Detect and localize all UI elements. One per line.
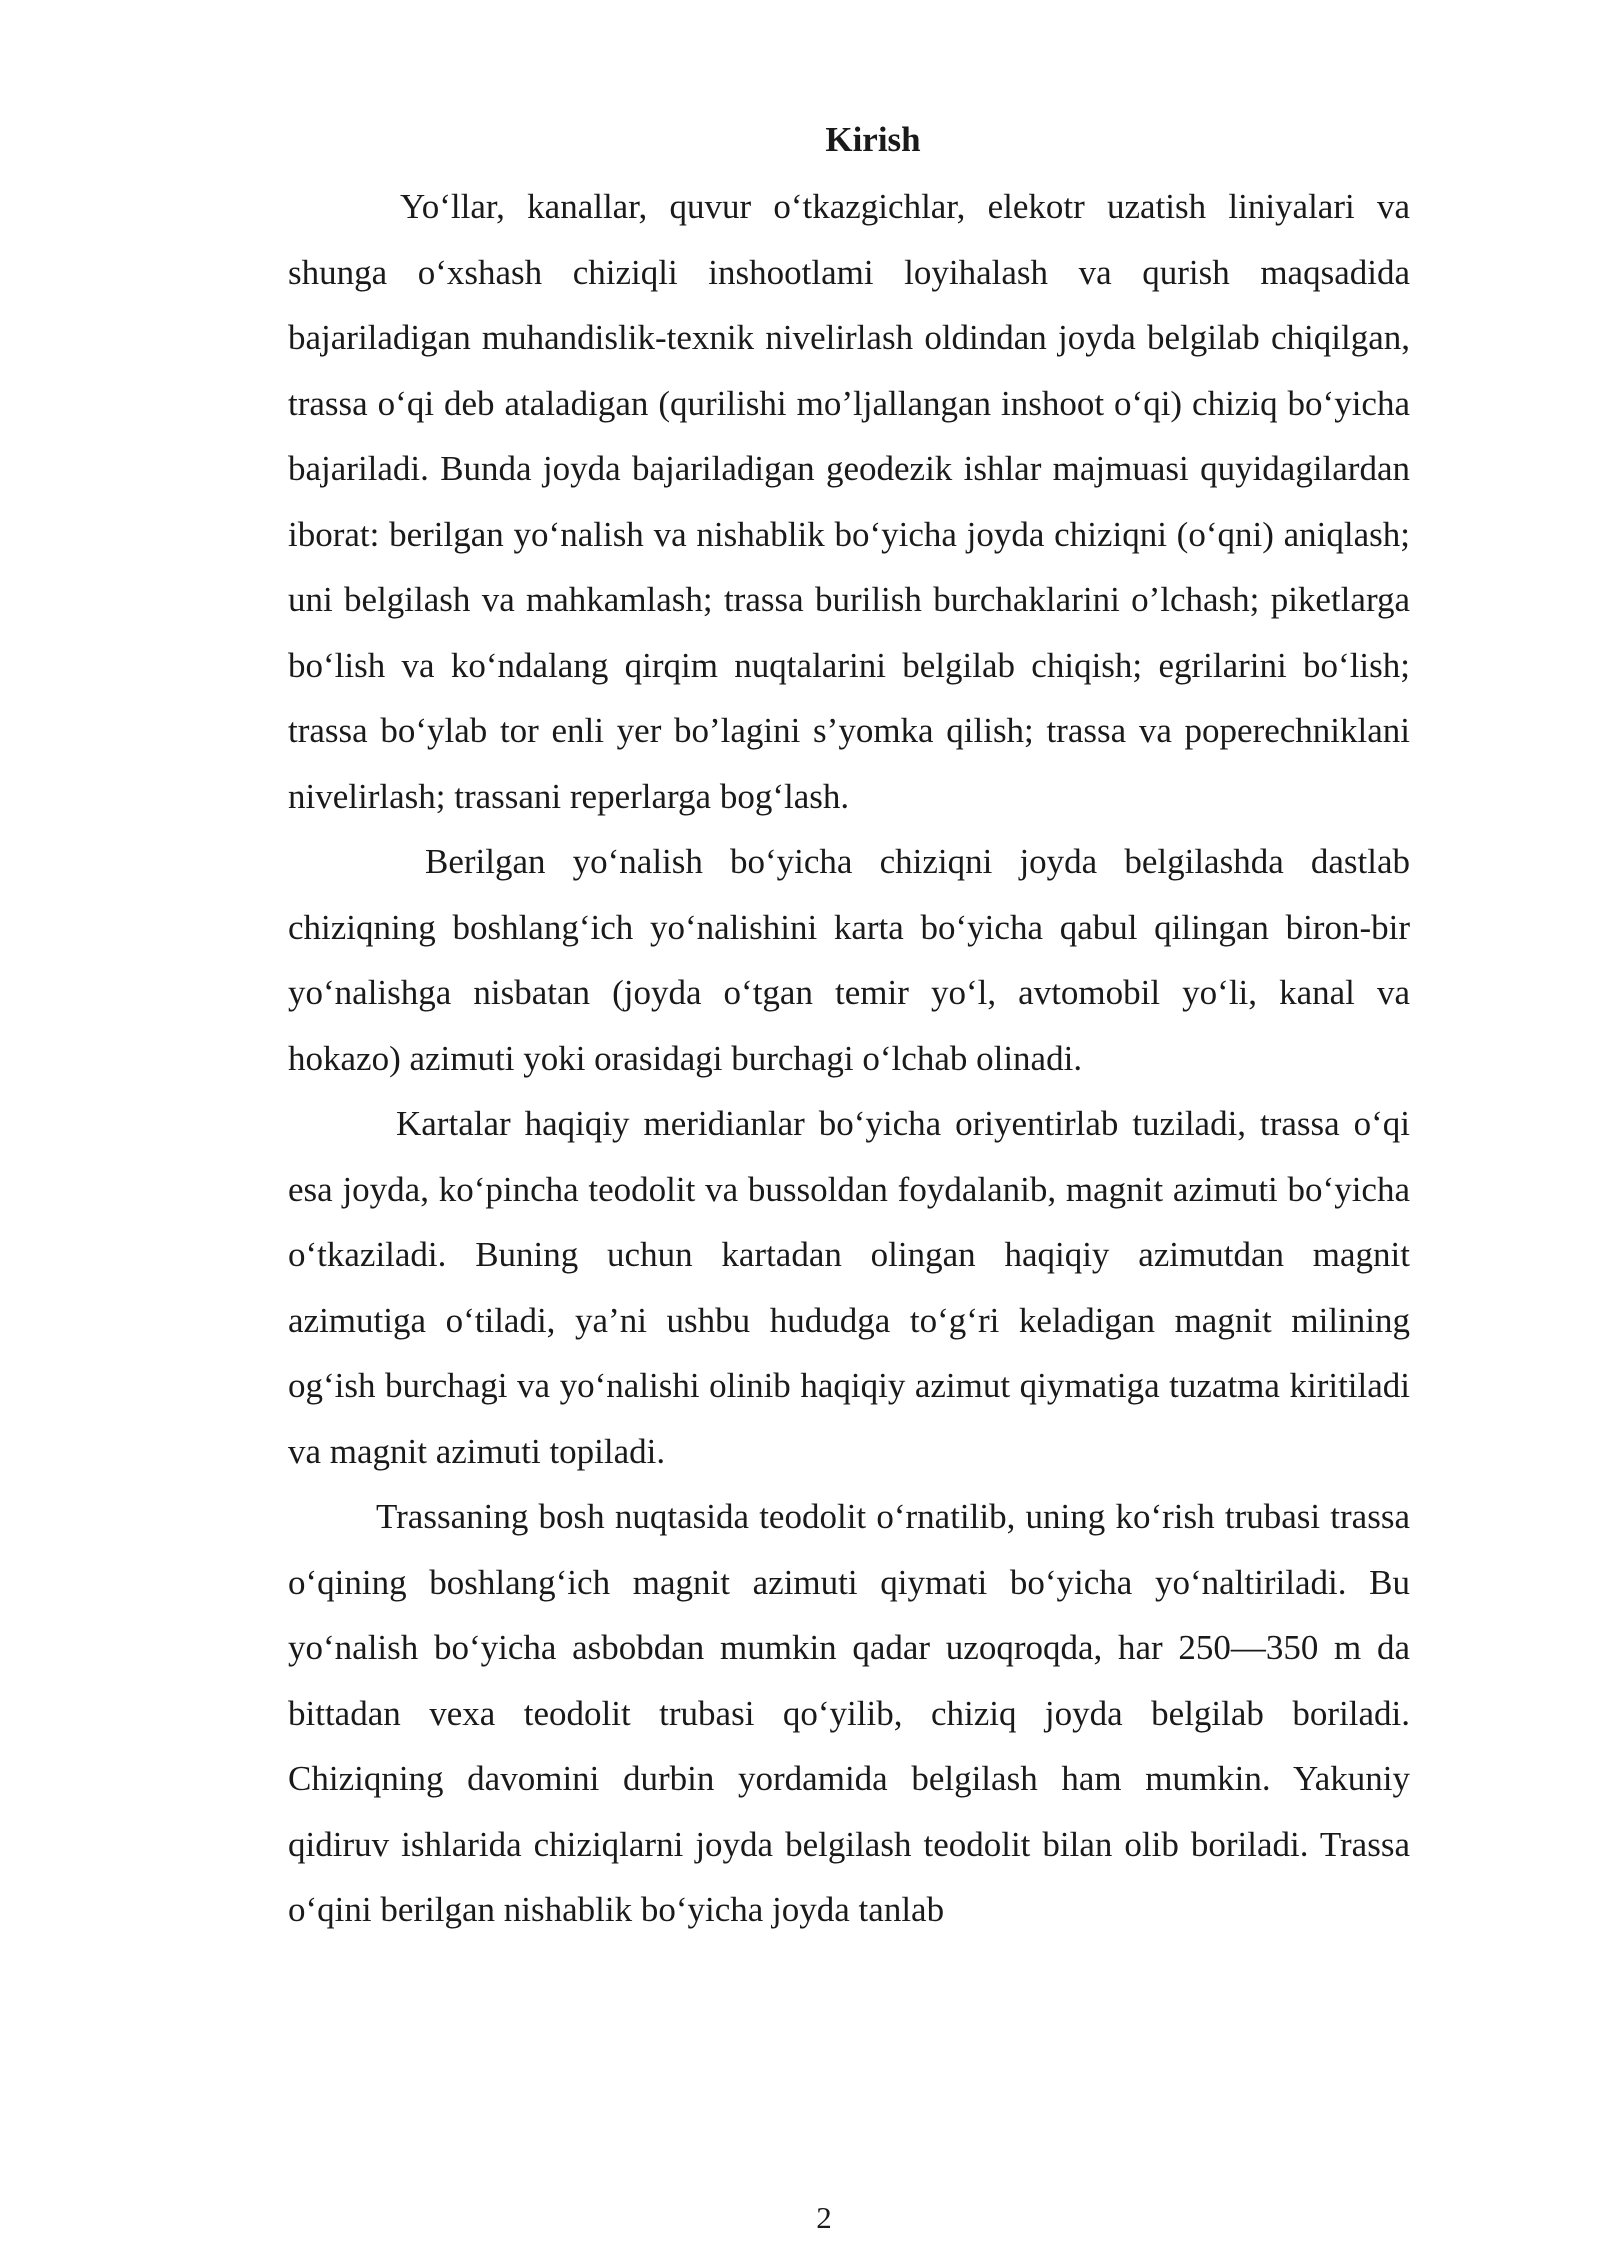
document-body [288,112,1410,1943]
paragraph-4: Trassaning bosh nuqtasida teodolit o‘rnatilib, uning ko‘rish trubasi trassa o‘qining boshlang‘ich magnit azimuti qiymati bo‘yicha yo‘naltiriladi. Bu yo‘nalish bo‘yicha asbobdan mumkin qadar uzoqroqda, har 250—350 m da bittadan vexa teodolit trubasi qo‘yilib, chiziq joyda belgilab boriladi. Chiziqning davomini durbin yordamida belgilash ham mumkin. Yakuniy qidiruv ishlarida chiziqlarni joyda belgilash teodolit bilan olib boriladi. Trassa o‘qini berilgan nishablik bo‘yicha joyda tanlab [288,1497,1410,1929]
page-number: 2 [816,2200,832,2235]
paragraph-2: Berilgan yo‘nalish bo‘yicha chiziqni joyda belgilashda dastlab chiziqning boshlang‘ich yo‘nalishini karta bo‘yicha qabul qilingan biron-bir yo‘nalishga nisbatan (joyda o‘tgan temir yo‘l, avtomobil yo‘li, kanal va hokazo) azimuti yoki orasidagi burchagi o‘lchab olinadi. [288,842,1410,1078]
section-title: Kirish [825,120,921,159]
paragraph-3: Kartalar haqiqiy meridianlar bo‘yicha oriyentirlab tuziladi, trassa o‘qi esa joyda, ko‘pincha teodolit va bussoldan foydalanib, magnit azimuti bo‘yicha o‘tkaziladi. Buning uchun kartadan olingan haqiqiy azimutdan magnit azimutiga o‘tiladi, ya’ni ushbu hududga to‘g‘ri keladigan magnit milining og‘ish burchagi va yo‘nalishi olinib haqiqiy azimut qiymatiga tuzatma kiritiladi va magnit azimuti topiladi. [288,1104,1410,1471]
paragraph-1: Yo‘llar, kanallar, quvur o‘tkazgichlar, elekotr uzatish liniyalari va shunga o‘xshash chiziqli inshootlami loyihalash va qurish maqsadida bajariladigan muhandislik-texnik nivelirlash oldindan joyda belgilab chiqilgan, trassa o‘qi deb ataladigan (qurilishi mo’ljallangan inshoot o‘qi) chiziq bo‘yicha bajariladi. Bunda joyda bajariladigan geodezik ishlar majmuasi quyidagilardan iborat: berilgan yo‘nalish va nishablik bo‘yicha joyda chiziqni (o‘qni) aniqlash; uni belgilash va mahkamlash; trassa burilish burchaklarini o’lchash; piketlarga bo‘lish va ko‘ndalang qirqim nuqtalarini belgilab chiqish; egrilarini bo‘lish; trassa bo‘ylab tor enli yer bo’lagini s’yomka qilish; trassa va poperechniklani nivelirlash; trassani reperlarga bog‘lash. [288,187,1410,816]
